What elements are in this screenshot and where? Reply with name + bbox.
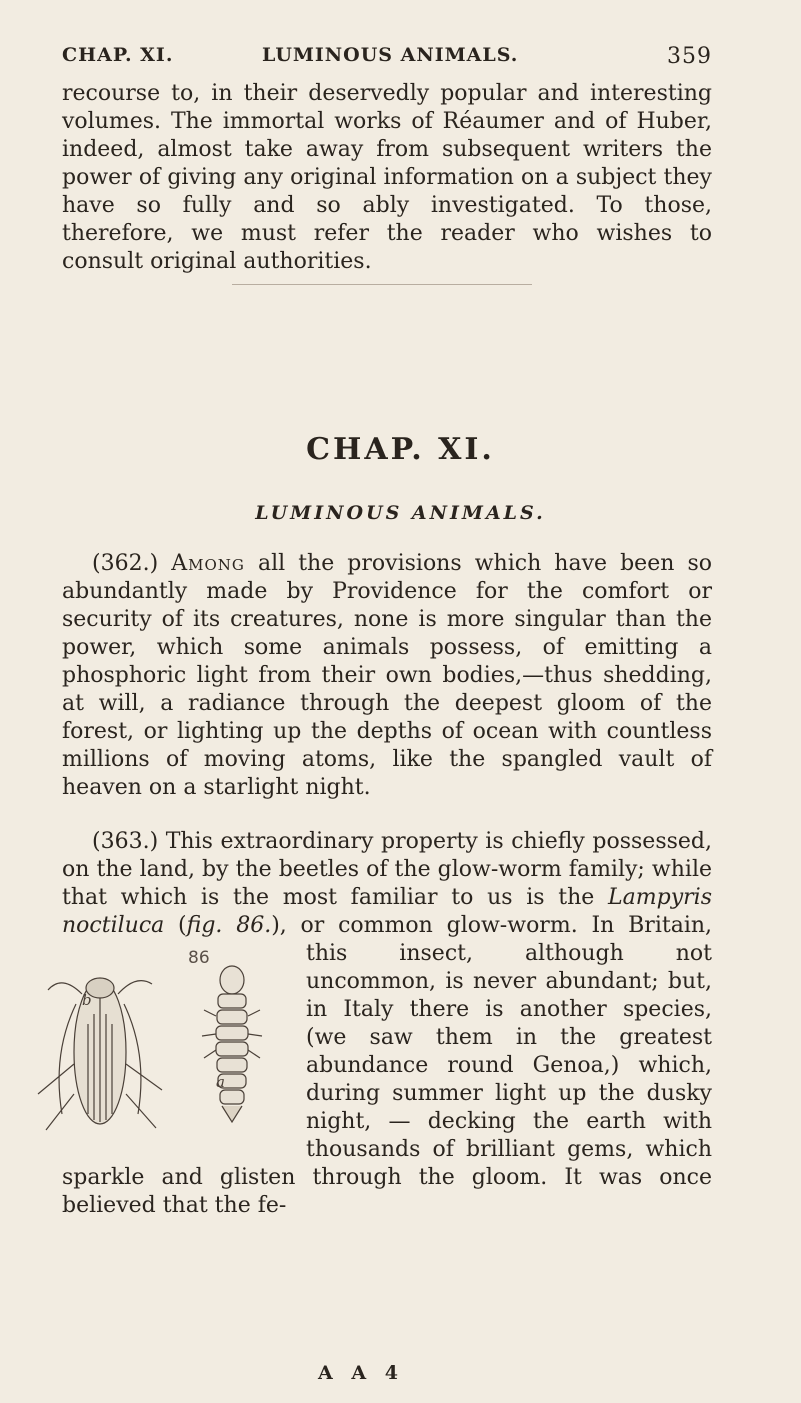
paragraph-362 <box>62 550 712 802</box>
page-number: 359 <box>667 44 712 69</box>
chapter-subtitle: LUMINOUS ANIMALS. <box>255 502 546 524</box>
fig-ref-open: ( <box>164 913 187 938</box>
latin-name: Lampyris noctiluca <box>62 885 712 938</box>
running-head-title: LUMINOUS ANIMALS. <box>262 44 519 66</box>
paragraph-363 <box>62 828 712 1220</box>
figure-number: 86 <box>188 948 210 968</box>
paragraph-number: (363.) <box>92 829 159 854</box>
figure-label-b: b <box>82 991 92 1009</box>
glow-worm-figure <box>32 944 294 1158</box>
paragraph-text-before: This extraordinary property is chiefly possessed, on the land, by the beetles of the glow-worm family; while that which is the most familiar to us is the <box>62 829 712 910</box>
paragraph-text: all the provisions which have been so abundantly made by Providence for the comfort or security of its creatures, none is more singular than the power, which some animals possess, of emitting a phosphoric light from their own bodies,—thus shedding, at will, a radiance through the deepest gloom of the forest, or lighting up the depths of ocean with countless millions of moving atoms, like the spangled vault of heaven on a starlight night. <box>62 551 712 800</box>
paragraph-text-after: In Britain, this insect, although not uncommon, is never abundant; but, in Italy there is another species, (we saw them in the greatest abundance round Genoa,) which, during summer light up the dusky night, — decking the earth with thousands of brilliant gems, which sparkle and glisten through the gloom. It was once believed that the fe- <box>62 913 713 1218</box>
section-divider <box>232 284 532 285</box>
paragraph-number: (362.) <box>92 551 159 576</box>
chapter-title: CHAP. XI. <box>306 432 495 467</box>
figure-label-a: a <box>216 1073 225 1091</box>
figure-reference: fig. 86. <box>186 913 272 938</box>
signature-mark: A A 4 <box>318 1362 404 1384</box>
running-head-chapter: CHAP. XI. <box>62 44 174 66</box>
intro-paragraph: recourse to, in their deservedly popular and interesting volumes. The immortal works of Réaumer and of Huber, indeed, almost take away from subsequent writers the power of giving any original information on a subject they have so fully and so ably investigated. To those, therefore, we must refer the reader who wishes to consult original authorities. <box>62 81 712 274</box>
glow-worm-engraving-icon <box>32 944 294 1158</box>
paragraph-text-after-head: ), or common glow-worm. <box>271 913 592 938</box>
lead-word: Among <box>171 551 245 576</box>
